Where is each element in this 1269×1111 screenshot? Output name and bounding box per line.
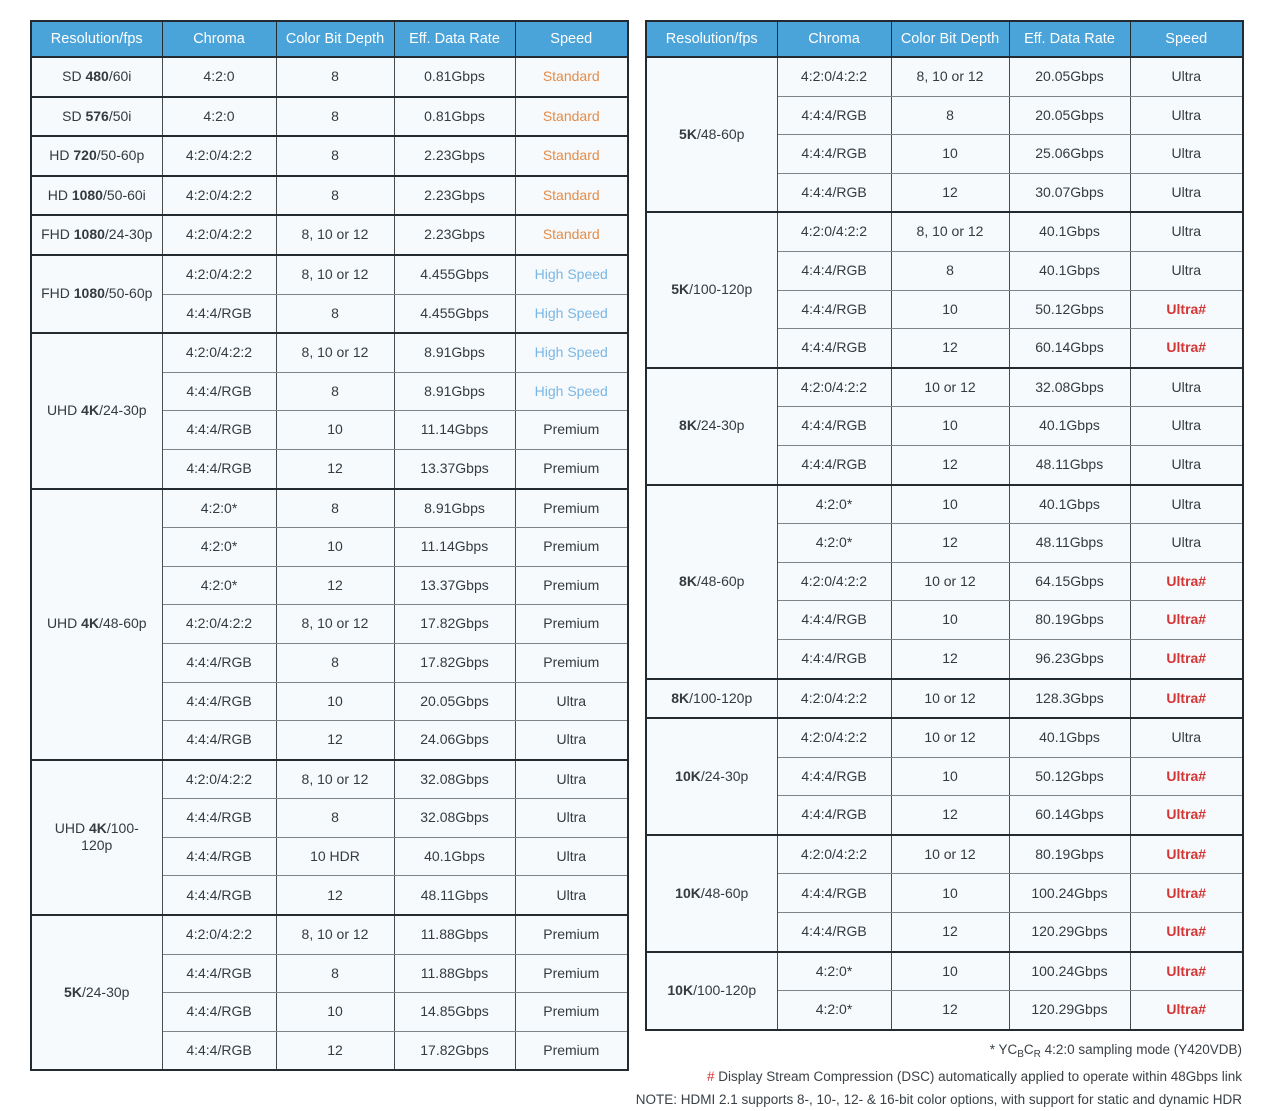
speed-cell: Ultra xyxy=(515,837,628,876)
chroma-cell: 4:2:0/4:2:2 xyxy=(777,718,891,757)
chroma-cell: 4:4:4/RGB xyxy=(777,251,891,290)
speed-cell: Premium xyxy=(515,528,628,567)
footnotes xyxy=(345,1039,1242,1111)
table-row xyxy=(31,57,628,97)
column-header: Chroma xyxy=(162,21,276,57)
speed-cell: Ultra# xyxy=(1130,679,1243,719)
bit-depth-cell: 10 or 12 xyxy=(891,835,1009,874)
data-rate-cell: 40.1Gbps xyxy=(394,837,515,876)
chroma-cell: 4:4:4/RGB xyxy=(162,876,276,915)
bit-depth-cell: 10 xyxy=(276,993,394,1032)
speed-cell: Ultra xyxy=(515,682,628,721)
table-header xyxy=(31,21,628,57)
data-rate-cell: 128.3Gbps xyxy=(1009,679,1130,719)
data-rate-cell: 80.19Gbps xyxy=(1009,835,1130,874)
bit-depth-cell: 8, 10 or 12 xyxy=(276,333,394,372)
data-rate-cell: 60.14Gbps xyxy=(1009,329,1130,368)
resolution-cell: 5K/100-120p xyxy=(646,212,777,367)
chroma-cell: 4:4:4/RGB xyxy=(777,874,891,913)
table-body xyxy=(646,57,1243,1030)
chroma-cell: 4:4:4/RGB xyxy=(777,407,891,446)
bit-depth-cell: 8 xyxy=(276,57,394,97)
footnote-hdmi-note: NOTE: HDMI 2.1 supports 8-, 10-, 12- & 16-bit color options, with support for static and dynamic HDR xyxy=(635,1091,1242,1107)
bit-depth-cell: 8 xyxy=(276,643,394,682)
footnote-subscript: B xyxy=(1017,1048,1024,1060)
data-rate-cell: 11.14Gbps xyxy=(394,528,515,567)
bit-depth-cell: 12 xyxy=(891,991,1009,1030)
footnote-subscript: R xyxy=(1033,1048,1041,1060)
speed-cell: Ultra xyxy=(515,760,628,799)
speed-cell: Ultra xyxy=(1130,524,1243,563)
data-rate-cell: 2.23Gbps xyxy=(394,136,515,176)
bit-depth-cell: 10 xyxy=(891,407,1009,446)
speed-cell: Ultra xyxy=(1130,407,1243,446)
data-rate-cell: 11.14Gbps xyxy=(394,411,515,450)
speed-cell: Premium xyxy=(515,605,628,644)
speed-cell: Premium xyxy=(515,1031,628,1070)
bit-depth-cell: 10 xyxy=(276,528,394,567)
chroma-cell: 4:4:4/RGB xyxy=(162,643,276,682)
data-rate-cell: 4.455Gbps xyxy=(394,255,515,294)
data-rate-cell: 14.85Gbps xyxy=(394,993,515,1032)
bit-depth-cell: 10 xyxy=(891,601,1009,640)
bit-depth-cell: 8 xyxy=(276,97,394,137)
chroma-cell: 4:2:0* xyxy=(777,991,891,1030)
resolution-cell: 10K/48-60p xyxy=(646,835,777,952)
data-rate-cell: 24.06Gbps xyxy=(394,721,515,760)
speed-cell: Premium xyxy=(515,566,628,605)
bit-depth-cell: 10 HDR xyxy=(276,837,394,876)
bit-depth-cell: 8 xyxy=(276,799,394,838)
footnote-sampling-mode xyxy=(345,1039,1242,1067)
resolution-cell: SD 480/60i xyxy=(31,57,162,97)
resolution-cell: SD 576/50i xyxy=(31,97,162,137)
data-rate-cell: 40.1Gbps xyxy=(1009,407,1130,446)
chroma-cell: 4:4:4/RGB xyxy=(162,837,276,876)
data-rate-cell: 20.05Gbps xyxy=(394,682,515,721)
speed-cell: Standard xyxy=(515,97,628,137)
data-rate-cell: 8.91Gbps xyxy=(394,372,515,411)
speed-cell: Premium xyxy=(515,411,628,450)
speed-cell: Ultra xyxy=(1130,445,1243,484)
speed-cell: Premium xyxy=(515,449,628,488)
footnote-text: C xyxy=(1023,1041,1034,1057)
chroma-cell: 4:4:4/RGB xyxy=(777,757,891,796)
column-header: Color Bit Depth xyxy=(891,21,1009,57)
bit-depth-cell: 8, 10 or 12 xyxy=(891,57,1009,96)
data-rate-cell: 13.37Gbps xyxy=(394,449,515,488)
data-rate-cell: 17.82Gbps xyxy=(394,605,515,644)
resolution-cell: 8K/24-30p xyxy=(646,368,777,485)
resolution-cell: FHD 1080/50-60p xyxy=(31,255,162,333)
table-row xyxy=(31,915,628,954)
speed-cell: Ultra# xyxy=(1130,796,1243,835)
table-row xyxy=(646,952,1243,991)
resolution-cell: HD 720/50-60p xyxy=(31,136,162,176)
bit-depth-cell: 8 xyxy=(891,251,1009,290)
data-rate-cell: 40.1Gbps xyxy=(1009,251,1130,290)
data-rate-cell: 40.1Gbps xyxy=(1009,212,1130,251)
speed-cell: Standard xyxy=(515,136,628,176)
column-header: Speed xyxy=(515,21,628,57)
chroma-cell: 4:2:0/4:2:2 xyxy=(162,605,276,644)
resolution-cell: UHD 4K/48-60p xyxy=(31,489,162,760)
footnote-dsc: # Display Stream Compression (DSC) automatically applied to operate within 48Gbps link xyxy=(707,1069,1242,1085)
speed-cell: Ultra xyxy=(1130,485,1243,524)
chroma-cell: 4:4:4/RGB xyxy=(162,449,276,488)
data-rate-cell: 11.88Gbps xyxy=(394,954,515,993)
chroma-cell: 4:4:4/RGB xyxy=(777,329,891,368)
speed-cell: High Speed xyxy=(515,333,628,372)
table-row xyxy=(31,215,628,255)
table-row xyxy=(646,485,1243,524)
bit-depth-cell: 10 xyxy=(891,290,1009,329)
data-rate-cell: 48.11Gbps xyxy=(394,876,515,915)
data-rate-cell: 4.455Gbps xyxy=(394,294,515,333)
bit-depth-cell: 8, 10 or 12 xyxy=(276,915,394,954)
speed-cell: Ultra xyxy=(1130,212,1243,251)
speed-cell: Premium xyxy=(515,915,628,954)
bit-depth-cell: 12 xyxy=(891,173,1009,212)
bit-depth-cell: 8, 10 or 12 xyxy=(276,605,394,644)
data-rate-cell: 25.06Gbps xyxy=(1009,135,1130,174)
data-rate-cell: 96.23Gbps xyxy=(1009,639,1130,678)
bit-depth-cell: 10 or 12 xyxy=(891,718,1009,757)
chroma-cell: 4:2:0/4:2:2 xyxy=(777,368,891,407)
chroma-cell: 4:2:0* xyxy=(777,524,891,563)
chroma-cell: 4:2:0/4:2:2 xyxy=(162,136,276,176)
bit-depth-cell: 12 xyxy=(276,566,394,605)
data-rate-cell: 20.05Gbps xyxy=(1009,96,1130,135)
bit-depth-cell: 12 xyxy=(276,1031,394,1070)
chroma-cell: 4:4:4/RGB xyxy=(777,290,891,329)
column-header: Eff. Data Rate xyxy=(1009,21,1130,57)
chroma-cell: 4:2:0* xyxy=(162,528,276,567)
column-header: Resolution/fps xyxy=(646,21,777,57)
speed-cell: Ultra xyxy=(515,876,628,915)
data-rate-cell: 17.82Gbps xyxy=(394,643,515,682)
dsc-hash-marker: # xyxy=(707,1069,715,1085)
resolution-cell: 10K/24-30p xyxy=(646,718,777,835)
bit-depth-cell: 10 xyxy=(891,757,1009,796)
column-header: Chroma xyxy=(777,21,891,57)
bit-depth-cell: 8 xyxy=(276,136,394,176)
data-rate-cell: 48.11Gbps xyxy=(1009,445,1130,484)
table-row xyxy=(646,368,1243,407)
chroma-cell: 4:2:0/4:2:2 xyxy=(777,679,891,719)
speed-cell: Ultra xyxy=(515,799,628,838)
data-rate-cell: 120.29Gbps xyxy=(1009,991,1130,1030)
bit-depth-cell: 12 xyxy=(276,449,394,488)
chroma-cell: 4:4:4/RGB xyxy=(777,135,891,174)
chroma-cell: 4:4:4/RGB xyxy=(162,799,276,838)
speed-cell: Standard xyxy=(515,176,628,216)
speed-cell: Premium xyxy=(515,993,628,1032)
speed-cell: Ultra xyxy=(1130,96,1243,135)
speed-cell: High Speed xyxy=(515,294,628,333)
resolution-cell: 10K/100-120p xyxy=(646,952,777,1030)
bit-depth-cell: 10 xyxy=(276,682,394,721)
bit-depth-cell: 10 or 12 xyxy=(891,368,1009,407)
data-rate-cell: 0.81Gbps xyxy=(394,97,515,137)
resolution-cell: 8K/100-120p xyxy=(646,679,777,719)
speed-cell: Ultra xyxy=(1130,368,1243,407)
chroma-cell: 4:4:4/RGB xyxy=(777,601,891,640)
column-header: Speed xyxy=(1130,21,1243,57)
bit-depth-cell: 12 xyxy=(891,639,1009,678)
bit-depth-cell: 8 xyxy=(891,96,1009,135)
data-rate-cell: 8.91Gbps xyxy=(394,333,515,372)
chroma-cell: 4:2:0/4:2:2 xyxy=(162,176,276,216)
bit-depth-cell: 12 xyxy=(891,913,1009,952)
bit-depth-cell: 10 or 12 xyxy=(891,679,1009,719)
data-rate-cell: 2.23Gbps xyxy=(394,215,515,255)
data-rate-cell: 32.08Gbps xyxy=(394,760,515,799)
chroma-cell: 4:2:0* xyxy=(777,952,891,991)
chroma-cell: 4:4:4/RGB xyxy=(162,721,276,760)
speed-cell: Premium xyxy=(515,489,628,528)
data-rate-cell: 40.1Gbps xyxy=(1009,718,1130,757)
data-rate-table-left xyxy=(30,20,629,1071)
speed-cell: Ultra# xyxy=(1130,991,1243,1030)
chroma-cell: 4:2:0/4:2:2 xyxy=(777,562,891,601)
bit-depth-cell: 10 xyxy=(891,135,1009,174)
speed-cell: Ultra# xyxy=(1130,639,1243,678)
chroma-cell: 4:2:0/4:2:2 xyxy=(162,760,276,799)
speed-cell: Ultra# xyxy=(1130,562,1243,601)
chroma-cell: 4:4:4/RGB xyxy=(162,954,276,993)
bit-depth-cell: 8, 10 or 12 xyxy=(276,215,394,255)
chroma-cell: 4:4:4/RGB xyxy=(162,411,276,450)
data-rate-cell: 100.24Gbps xyxy=(1009,952,1130,991)
resolution-cell: UHD 4K/100-120p xyxy=(31,760,162,915)
bit-depth-cell: 8, 10 or 12 xyxy=(891,212,1009,251)
resolution-cell: UHD 4K/24-30p xyxy=(31,333,162,488)
speed-cell: Ultra xyxy=(1130,718,1243,757)
chroma-cell: 4:2:0 xyxy=(162,97,276,137)
chroma-cell: 4:4:4/RGB xyxy=(777,639,891,678)
bit-depth-cell: 12 xyxy=(891,445,1009,484)
chroma-cell: 4:2:0/4:2:2 xyxy=(777,835,891,874)
speed-cell: Premium xyxy=(515,643,628,682)
table-row xyxy=(646,718,1243,757)
data-rate-cell: 50.12Gbps xyxy=(1009,757,1130,796)
speed-cell: Ultra xyxy=(1130,135,1243,174)
data-rate-cell: 100.24Gbps xyxy=(1009,874,1130,913)
bit-depth-cell: 8 xyxy=(276,372,394,411)
data-rate-cell: 13.37Gbps xyxy=(394,566,515,605)
chroma-cell: 4:2:0/4:2:2 xyxy=(162,255,276,294)
chroma-cell: 4:4:4/RGB xyxy=(777,796,891,835)
tables-row xyxy=(30,20,1269,1111)
chroma-cell: 4:2:0/4:2:2 xyxy=(777,212,891,251)
right-column xyxy=(635,20,1244,1111)
chroma-cell: 4:4:4/RGB xyxy=(777,913,891,952)
chroma-cell: 4:4:4/RGB xyxy=(162,682,276,721)
column-header: Color Bit Depth xyxy=(276,21,394,57)
column-header: Resolution/fps xyxy=(31,21,162,57)
speed-cell: Standard xyxy=(515,215,628,255)
speed-cell: Ultra# xyxy=(1130,952,1243,991)
bit-depth-cell: 10 or 12 xyxy=(891,562,1009,601)
data-rate-cell: 2.23Gbps xyxy=(394,176,515,216)
data-rate-cell: 64.15Gbps xyxy=(1009,562,1130,601)
speed-cell: Ultra# xyxy=(1130,329,1243,368)
speed-cell: Ultra xyxy=(1130,251,1243,290)
bit-depth-cell: 8 xyxy=(276,294,394,333)
resolution-cell: HD 1080/50-60i xyxy=(31,176,162,216)
data-rate-cell: 40.1Gbps xyxy=(1009,485,1130,524)
chroma-cell: 4:4:4/RGB xyxy=(777,173,891,212)
chroma-cell: 4:4:4/RGB xyxy=(777,445,891,484)
speed-cell: Premium xyxy=(515,954,628,993)
speed-cell: Ultra xyxy=(515,721,628,760)
data-rate-cell: 60.14Gbps xyxy=(1009,796,1130,835)
data-rate-cell: 11.88Gbps xyxy=(394,915,515,954)
data-rate-cell: 20.05Gbps xyxy=(1009,57,1130,96)
data-rate-cell: 8.91Gbps xyxy=(394,489,515,528)
chroma-cell: 4:2:0/4:2:2 xyxy=(162,915,276,954)
bit-depth-cell: 10 xyxy=(891,485,1009,524)
footnote-text: * YC xyxy=(989,1041,1018,1057)
bit-depth-cell: 8 xyxy=(276,176,394,216)
table-row xyxy=(646,57,1243,96)
speed-cell: High Speed xyxy=(515,255,628,294)
chroma-cell: 4:2:0* xyxy=(162,566,276,605)
column-header: Eff. Data Rate xyxy=(394,21,515,57)
chroma-cell: 4:2:0* xyxy=(162,489,276,528)
bit-depth-cell: 12 xyxy=(891,524,1009,563)
data-rate-cell: 48.11Gbps xyxy=(1009,524,1130,563)
chroma-cell: 4:2:0 xyxy=(162,57,276,97)
bit-depth-cell: 12 xyxy=(891,329,1009,368)
table-header xyxy=(646,21,1243,57)
speed-cell: Ultra# xyxy=(1130,757,1243,796)
speed-cell: Ultra# xyxy=(1130,835,1243,874)
data-rate-cell: 32.08Gbps xyxy=(394,799,515,838)
speed-cell: Ultra# xyxy=(1130,913,1243,952)
table-row xyxy=(31,136,628,176)
resolution-cell: 5K/48-60p xyxy=(646,57,777,212)
table-row xyxy=(31,97,628,137)
chroma-cell: 4:4:4/RGB xyxy=(162,372,276,411)
speed-cell: Ultra# xyxy=(1130,290,1243,329)
chroma-cell: 4:2:0/4:2:2 xyxy=(162,333,276,372)
speed-cell: High Speed xyxy=(515,372,628,411)
bit-depth-cell: 8, 10 or 12 xyxy=(276,760,394,799)
data-rate-cell: 17.82Gbps xyxy=(394,1031,515,1070)
table-row xyxy=(31,760,628,799)
bit-depth-cell: 10 xyxy=(276,411,394,450)
speed-cell: Ultra# xyxy=(1130,874,1243,913)
table-row xyxy=(646,212,1243,251)
data-rate-table-right xyxy=(645,20,1244,1031)
resolution-cell: 8K/48-60p xyxy=(646,485,777,679)
table-row xyxy=(31,255,628,294)
data-rate-cell: 120.29Gbps xyxy=(1009,913,1130,952)
bit-depth-cell: 12 xyxy=(276,876,394,915)
table-row xyxy=(31,489,628,528)
resolution-cell: FHD 1080/24-30p xyxy=(31,215,162,255)
table-row xyxy=(31,333,628,372)
data-rate-cell: 32.08Gbps xyxy=(1009,368,1130,407)
data-rate-cell: 0.81Gbps xyxy=(394,57,515,97)
footnote-text: 4:2:0 sampling mode (Y420VDB) xyxy=(1040,1041,1242,1057)
speed-cell: Ultra# xyxy=(1130,601,1243,640)
chroma-cell: 4:4:4/RGB xyxy=(162,993,276,1032)
speed-cell: Standard xyxy=(515,57,628,97)
speed-cell: Ultra xyxy=(1130,57,1243,96)
bit-depth-cell: 10 xyxy=(891,952,1009,991)
bit-depth-cell: 8 xyxy=(276,489,394,528)
chroma-cell: 4:2:0/4:2:2 xyxy=(162,215,276,255)
table-row xyxy=(646,679,1243,719)
resolution-cell: 5K/24-30p xyxy=(31,915,162,1070)
table-row xyxy=(646,835,1243,874)
data-rate-cell: 80.19Gbps xyxy=(1009,601,1130,640)
data-rate-cell: 50.12Gbps xyxy=(1009,290,1130,329)
table-body xyxy=(31,57,628,1070)
bit-depth-cell: 12 xyxy=(891,796,1009,835)
bit-depth-cell: 8 xyxy=(276,954,394,993)
chroma-cell: 4:4:4/RGB xyxy=(162,294,276,333)
data-rate-cell: 30.07Gbps xyxy=(1009,173,1130,212)
bit-depth-cell: 8, 10 or 12 xyxy=(276,255,394,294)
speed-cell: Ultra xyxy=(1130,173,1243,212)
bit-depth-cell: 12 xyxy=(276,721,394,760)
chroma-cell: 4:4:4/RGB xyxy=(777,96,891,135)
chroma-cell: 4:2:0* xyxy=(777,485,891,524)
table-row xyxy=(31,176,628,216)
chroma-cell: 4:2:0/4:2:2 xyxy=(777,57,891,96)
bit-depth-cell: 10 xyxy=(891,874,1009,913)
chroma-cell: 4:4:4/RGB xyxy=(162,1031,276,1070)
